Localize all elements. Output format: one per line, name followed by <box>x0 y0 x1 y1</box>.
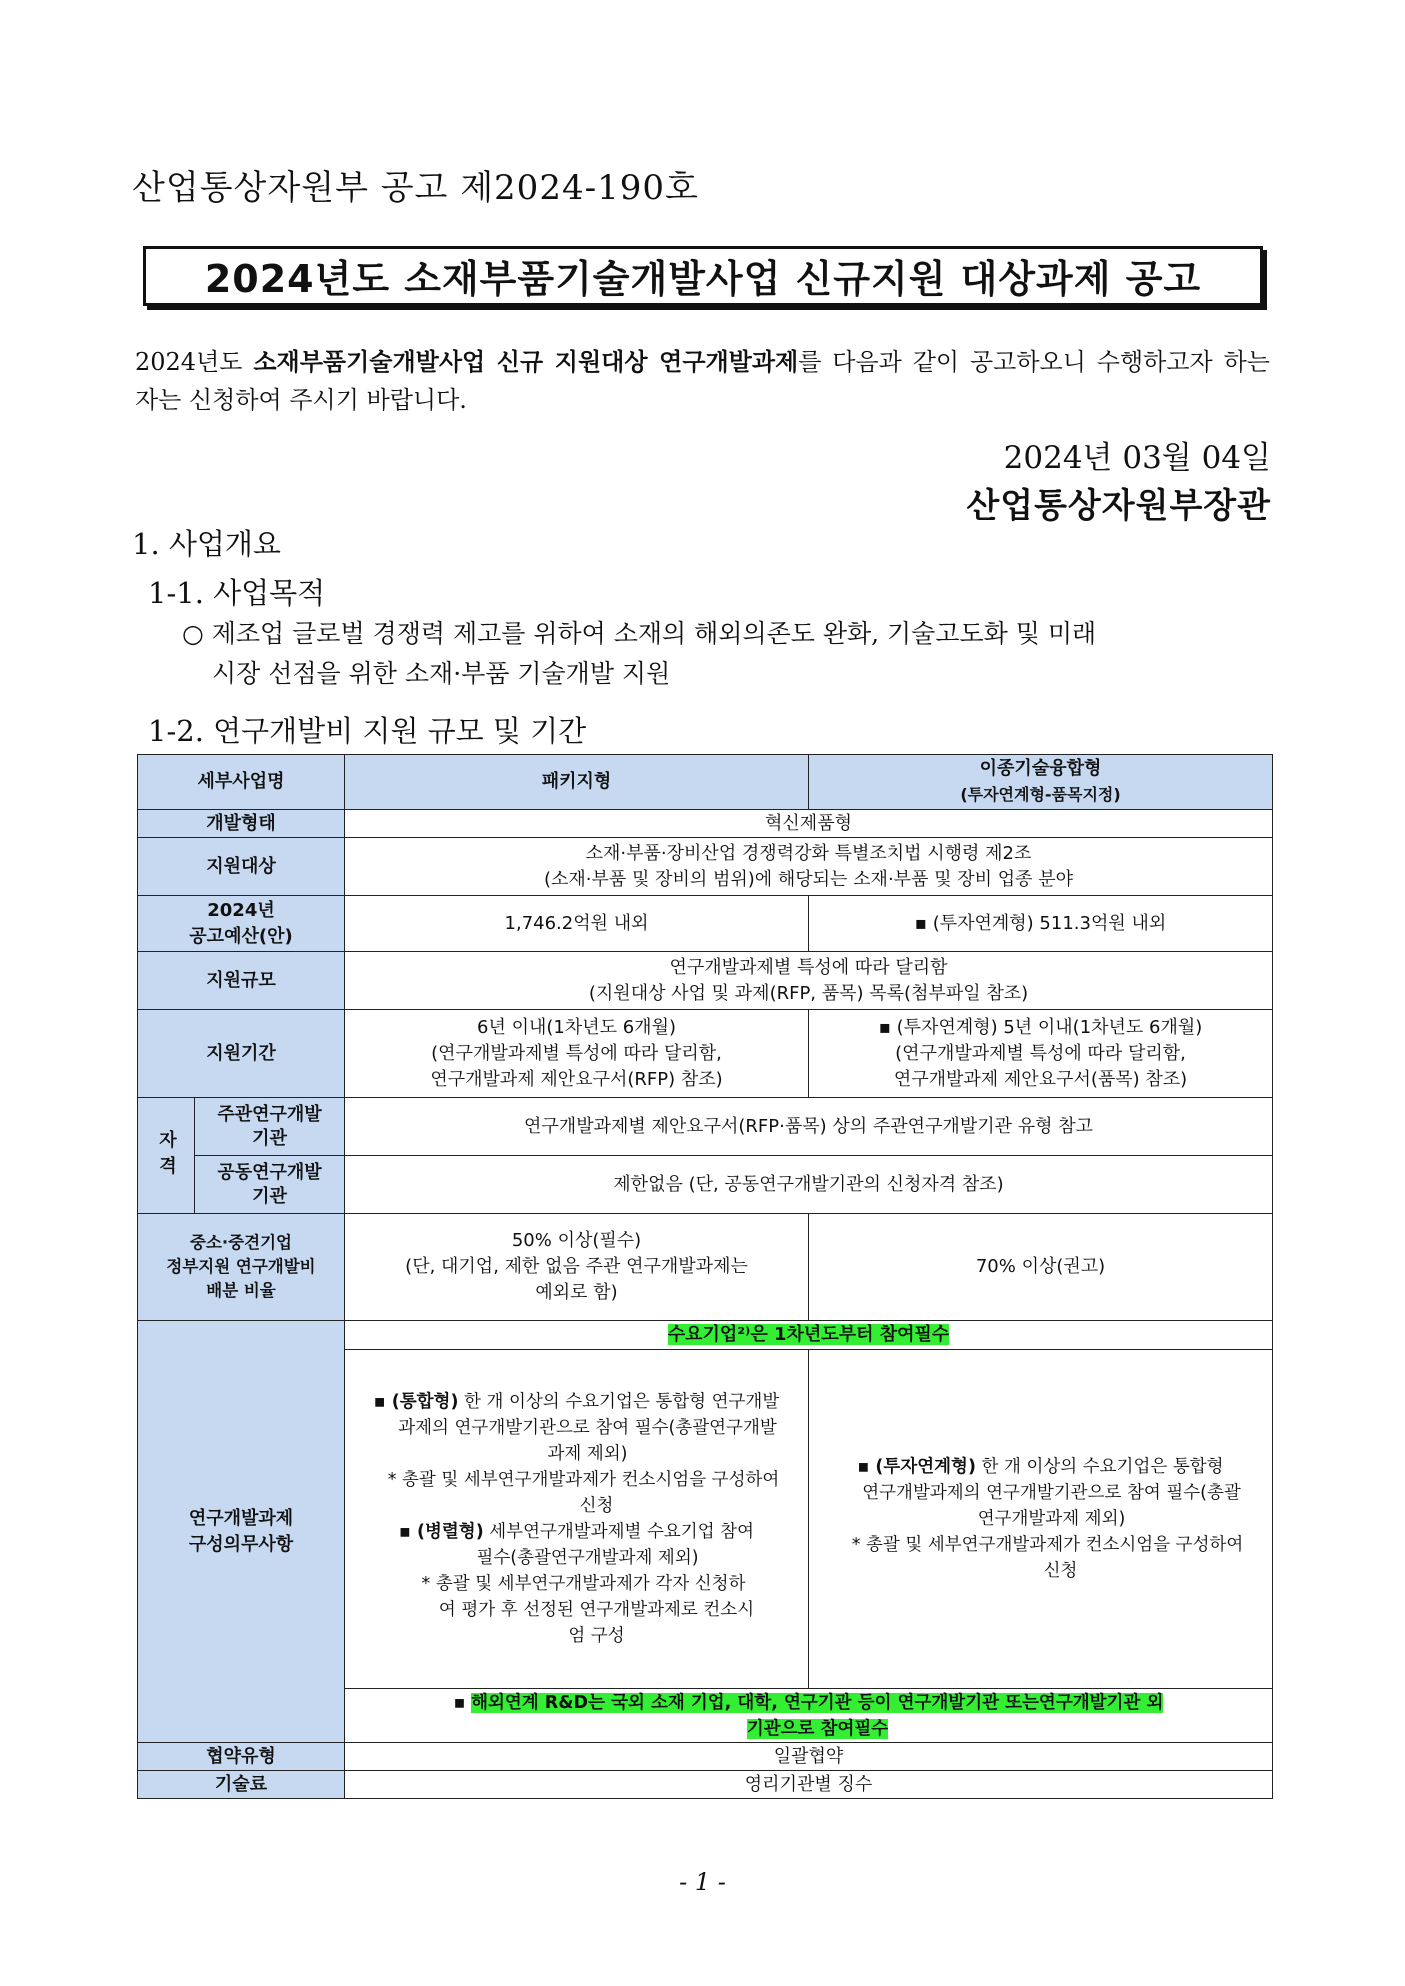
intro-bold: 소재부품기술개발사업 신규 지원대상 연구개발과제 <box>253 347 799 376</box>
highlight-text: 수요기업²⁾은 1차년도부터 참여필수 <box>667 1324 950 1345</box>
table-row <box>138 1214 1273 1321</box>
cell-value: 제한없음 (단, 공동연구개발기관의 신청자격 참조) <box>345 1156 1273 1214</box>
cell-line: 50% 이상(필수) <box>511 1230 642 1251</box>
table-row <box>138 838 1273 896</box>
subsection-heading-scale: 1-2. 연구개발비 지원 규모 및 기간 <box>148 714 587 748</box>
page-number: - 1 - <box>679 1868 726 1896</box>
bullet-line <box>399 1522 754 1542</box>
intro-paragraph <box>135 343 1270 419</box>
row-label: 지원대상 <box>138 838 345 896</box>
cell-value: ▪ (투자연계형) 511.3억원 내외 <box>809 896 1273 952</box>
cell-line: 연구개발과제별 특성에 따라 달리함 <box>669 956 948 978</box>
intro-pre: 2024년도 <box>135 348 254 376</box>
cell-value <box>345 1010 809 1098</box>
bullet-head: ▪ (투자연계형) <box>857 1457 976 1477</box>
row-label <box>195 1156 345 1214</box>
cell-value <box>809 1350 1273 1689</box>
row-label <box>138 1321 345 1743</box>
row-label-line: 2024년 <box>207 899 275 921</box>
note-line: 신청 <box>1043 1561 1078 1581</box>
bullet-line: 과제 제외) <box>547 1444 628 1464</box>
note-line: * 총괄 및 세부연구개발과제가 컨소시엄을 구성하여 <box>851 1535 1244 1555</box>
support-table <box>137 754 1273 1799</box>
cell-line: 예외로 함) <box>535 1282 618 1303</box>
highlight-text: 해외연계 R&D는 국외 소재 기업, 대학, 연구기관 등이 연구개발기관 또는연구개발기관 외 <box>471 1692 1164 1713</box>
intro-post: 를 다음과 같이 공고하오니 수행하고자 하는 자는 신청하여 주시기 바랍니다. <box>135 348 1270 414</box>
bullet-marker: ▪ <box>453 1692 472 1713</box>
bullet-line: 연구개발과제의 연구개발기관으로 참여 필수(총괄 <box>862 1483 1241 1503</box>
table-row <box>138 755 1273 810</box>
note-line: * 총괄 및 세부연구개발과제가 컨소시엄을 구성하여 <box>387 1470 780 1490</box>
row-label: 지원기간 <box>138 1010 345 1098</box>
table-row <box>138 1156 1273 1214</box>
table-row <box>138 952 1273 1010</box>
row-label-line: 기관 <box>252 1127 287 1149</box>
cell-line: (지원대상 사업 및 과제(RFP, 품목) 목록(첨부파일 참조) <box>588 982 1029 1004</box>
cell-line: 6년 이내(1차년도 6개월) <box>477 1016 676 1038</box>
row-label <box>195 1098 345 1156</box>
bullet-line: 과제의 연구개발기관으로 참여 필수(총괄연구개발 <box>398 1418 777 1438</box>
cell-value: 영리기관별 징수 <box>345 1771 1273 1799</box>
bullet-text: 세부연구개발과제별 수요기업 참여 <box>483 1522 754 1542</box>
row-label-line: 공동연구개발 <box>217 1161 322 1183</box>
cell-value: 혁신제품형 <box>345 810 1273 838</box>
purpose-line-2: 시장 선점을 위한 소재·부품 기술개발 지원 <box>212 659 671 688</box>
row-label-line: 주관연구개발 <box>217 1103 322 1125</box>
row-label-line: 구성의무사항 <box>188 1533 294 1555</box>
bullet-head: ▪ (통합형) <box>373 1392 459 1412</box>
cell-value: 70% 이상(권고) <box>809 1214 1273 1321</box>
cell-value: 1,746.2억원 내외 <box>345 896 809 952</box>
bullet-text: 한 개 이상의 수요기업은 통합형 연구개발 <box>458 1392 780 1412</box>
cell-line: (단, 대기업, 제한 없음 주관 연구개발과제는 <box>405 1256 748 1277</box>
cell-line: 소재·부품·장비산업 경쟁력강화 특별조치법 시행령 제2조 <box>585 842 1032 864</box>
purpose-line-1: ○ 제조업 글로벌 경쟁력 제고를 위하여 소재의 해외의존도 완화, 기술고도화 및 미래 <box>182 619 1097 648</box>
note-line: 신청 <box>579 1496 614 1516</box>
bullet-indent <box>729 1719 747 1739</box>
header-cell: 패키지형 <box>345 755 809 810</box>
cell-line: 연구개발과제 제안요구서(RFP) 참조) <box>430 1068 723 1090</box>
table-row <box>138 896 1273 952</box>
note-line: * 총괄 및 세부연구개발과제가 각자 신청하 <box>421 1574 746 1594</box>
row-label-line: 배분 비율 <box>206 1281 276 1300</box>
note-line: 여 평가 후 선정된 연구개발과제로 컨소시 <box>438 1600 755 1620</box>
row-label: 협약유형 <box>138 1743 345 1771</box>
cell-value <box>345 1321 1273 1350</box>
qualification-label: 자격 <box>138 1098 195 1214</box>
header-cell: 세부사업명 <box>138 755 345 810</box>
row-label-line: 공고예산(안) <box>189 925 293 947</box>
row-label <box>138 1214 345 1321</box>
cell-value <box>345 1350 809 1689</box>
row-label-line: 기관 <box>252 1185 287 1207</box>
notice-number: 산업통상자원부 공고 제2024-190호 <box>132 168 699 208</box>
subsection-heading-purpose: 1-1. 사업목적 <box>148 576 326 610</box>
bullet-line <box>374 1392 779 1412</box>
header-cell <box>809 755 1273 810</box>
cell-value <box>345 838 1273 896</box>
cell-line: 연구개발과제 제안요구서(품목) 참조) <box>893 1068 1188 1090</box>
table-row <box>138 810 1273 838</box>
row-label: 기술료 <box>138 1771 345 1799</box>
table-row <box>138 1743 1273 1771</box>
cell-line: (연구개발과제별 특성에 따라 달리함, <box>895 1042 1186 1064</box>
cell-value: 일괄협약 <box>345 1743 1273 1771</box>
table-row <box>138 1771 1273 1799</box>
cell-line: ▪ (투자연계형) 5년 이내(1차년도 6개월) <box>878 1016 1203 1038</box>
bullet-line: 필수(총괄연구개발과제 제외) <box>476 1548 699 1568</box>
row-label-line: 연구개발과제 <box>188 1507 294 1529</box>
row-label-line: 중소·중견기업 <box>190 1233 292 1252</box>
table-row <box>138 1321 1273 1350</box>
cell-line: (소재·부품 및 장비의 범위)에 해당되는 소재·부품 및 장비 업종 분야 <box>543 868 1074 890</box>
issuer: 산업통상자원부장관 <box>966 486 1271 526</box>
bullet-head: ▪ (병렬형) <box>399 1522 484 1542</box>
header-text: 이종기술융합형 <box>979 758 1102 779</box>
table-row <box>138 1010 1273 1098</box>
header-subtext: (투자연계형-품목지정) <box>960 785 1121 804</box>
table-row <box>138 1098 1273 1156</box>
row-label: 지원규모 <box>138 952 345 1010</box>
bullet-text: 한 개 이상의 수요기업은 통합형 <box>975 1457 1224 1477</box>
bullet-line <box>857 1457 1223 1477</box>
row-label <box>138 896 345 952</box>
purpose-bullet <box>182 614 1272 694</box>
highlight-text: 기관으로 참여필수 <box>746 1718 889 1739</box>
cell-value <box>345 952 1273 1010</box>
section-heading: 1. 사업개요 <box>132 527 281 561</box>
cell-value: 연구개발과제별 제안요구서(RFP·품목) 상의 주관연구개발기관 유형 참고 <box>345 1098 1273 1156</box>
notice-date: 2024년 03월 04일 <box>1003 440 1271 476</box>
cell-value <box>809 1010 1273 1098</box>
row-label: 개발형태 <box>138 810 345 838</box>
row-label-line: 정부지원 연구개발비 <box>166 1257 316 1276</box>
cell-line: (연구개발과제별 특성에 따라 달리함, <box>431 1042 722 1064</box>
page-title: 2024년도 소재부품기술개발사업 신규지원 대상과제 공고 <box>143 246 1263 306</box>
note-line: 엄 구성 <box>568 1626 625 1646</box>
cell-value <box>345 1214 809 1321</box>
bullet-line: 연구개발과제 제외) <box>977 1509 1126 1529</box>
cell-value <box>345 1689 1273 1743</box>
